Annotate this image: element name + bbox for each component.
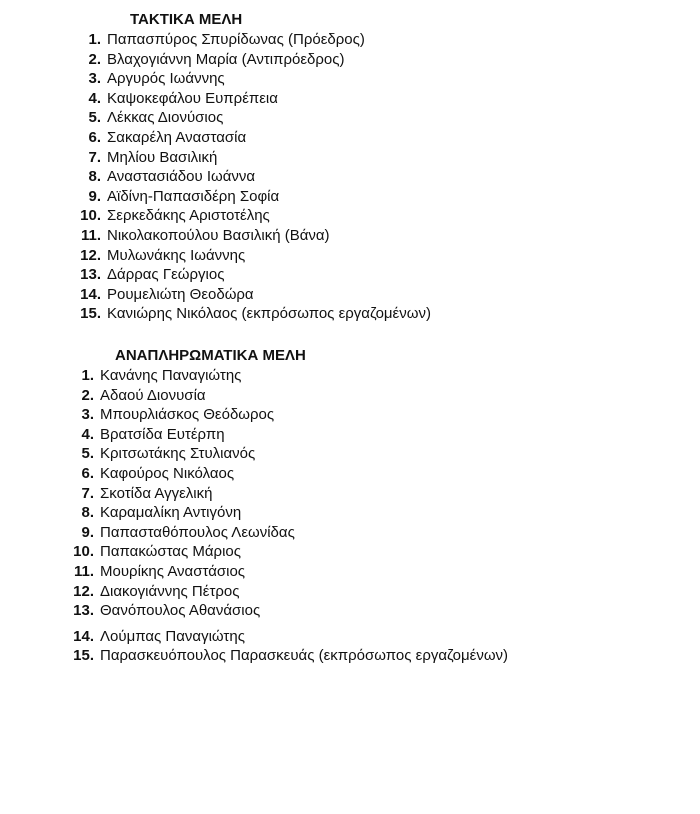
list-item [64,523,508,543]
item-number: 6. [81,464,94,482]
alternate-members-list [64,366,508,666]
list-item [64,444,508,464]
member-name: Μουρίκης Αναστάσιος [100,562,246,580]
regular-members-title: ΤΑΚΤΙΚΑ ΜΕΛΗ [130,11,243,28]
list-item [70,30,431,50]
list-item [70,285,431,305]
list-item [64,646,508,666]
item-number: 6. [88,128,101,146]
list-item [70,187,431,207]
member-name: Κριτσωτάκης Στυλιανός [100,445,256,463]
list-item [70,148,431,168]
list-item [64,542,508,562]
member-name: Μυλωνάκης Ιωάννης [107,246,246,264]
list-item [70,69,431,89]
member-name: Σακαρέλη Αναστασία [107,128,247,146]
member-name: Δάρρας Γεώργιος [107,266,225,284]
member-name: Λούμπας Παναγιώτης [100,627,245,645]
regular-members-list [70,30,431,324]
item-number: 3. [81,406,94,424]
member-name: Καψοκεφάλου Ευπρέπεια [107,89,278,107]
member-name: Σκοτίδα Αγγελική [100,484,213,502]
list-item [70,304,431,324]
list-item [70,108,431,128]
member-name: Παρασκευόπουλος Παρασκευάς (εκπρόσωπος εργαζομένων) [100,647,509,665]
item-number: 5. [88,109,101,127]
member-name: Σερκεδάκης Αριστοτέλης [107,207,270,225]
list-item [64,582,508,602]
member-name: Θανόπουλος Αθανάσιος [100,602,261,620]
member-name: Μπουρλιάσκος Θεόδωρος [100,406,275,424]
item-number: 12. [73,582,94,600]
item-number: 14. [73,627,94,645]
list-item [70,246,431,266]
item-number: 1. [81,367,94,384]
item-number: 4. [81,425,94,443]
member-name: Αργυρός Ιωάννης [107,70,225,88]
list-item [70,128,431,148]
item-number: 7. [81,484,94,502]
list-item [70,265,431,285]
item-number: 2. [88,50,101,68]
list-item [70,89,431,109]
member-name: Μηλίου Βασιλική [107,148,218,166]
list-item [64,503,508,523]
member-name: Κανιώρης Νικόλαος (εκπρόσωπος εργαζομένων) [107,305,431,323]
item-number: 3. [88,70,101,88]
item-number: 15. [80,305,101,323]
item-number: 12. [80,246,101,264]
item-number: 13. [80,266,101,284]
list-item [64,425,508,445]
list-item [64,484,508,504]
member-name: Καφούρος Νικόλαος [100,464,235,482]
item-number: 7. [88,148,101,166]
list-item [70,167,431,187]
member-name: Αϊδίνη-Παπασιδέρη Σοφία [107,187,280,205]
member-name: Αδαού Διονυσία [100,386,206,404]
member-name: Παπασταθόπουλος Λεωνίδας [100,523,295,541]
list-item [64,464,508,484]
list-item [64,366,508,386]
item-number: 11. [73,562,94,580]
list-item [64,405,508,425]
member-name: Νικολακοπούλου Βασιλική (Βάνα) [107,226,330,244]
item-number: 13. [73,602,94,620]
list-item [64,627,508,647]
item-number: 4. [88,89,101,107]
item-number: 9. [88,187,101,205]
list-item [64,562,508,582]
member-name: Βρατσίδα Ευτέρπη [100,425,225,443]
item-number: 11. [80,226,101,244]
item-number: 9. [81,523,94,541]
alternate-members-title: ΑΝΑΠΛΗΡΩΜΑΤΙΚΑ ΜΕΛΗ [115,347,306,364]
member-name: Αναστασιάδου Ιωάννα [107,168,256,186]
item-number: 10. [80,207,101,225]
member-name: Ρουμελιώτη Θεοδώρα [107,285,254,303]
item-number: 5. [81,445,94,463]
member-name: Παπασπύρος Σπυρίδωνας (Πρόεδρος) [107,31,365,48]
member-name: Παπακώστας Μάριος [100,543,241,561]
item-number: 10. [73,543,94,561]
member-name: Βλαχογιάννη Μαρία (Αντιπρόεδρος) [107,50,345,68]
item-number: 1. [88,31,101,48]
member-name: Καραμαλίκη Αντιγόνη [100,504,242,522]
list-item [70,226,431,246]
item-number: 15. [73,647,94,665]
list-item [64,601,508,621]
item-number: 8. [88,168,101,186]
list-item [70,50,431,70]
member-name: Διακογιάννης Πέτρος [100,582,240,600]
list-item [70,206,431,226]
item-number: 8. [81,504,94,522]
member-name: Κανάνης Παναγιώτης [100,367,242,384]
list-item [64,386,508,406]
item-number: 2. [81,386,94,404]
item-number: 14. [80,285,101,303]
member-name: Λέκκας Διονύσιος [107,109,224,127]
